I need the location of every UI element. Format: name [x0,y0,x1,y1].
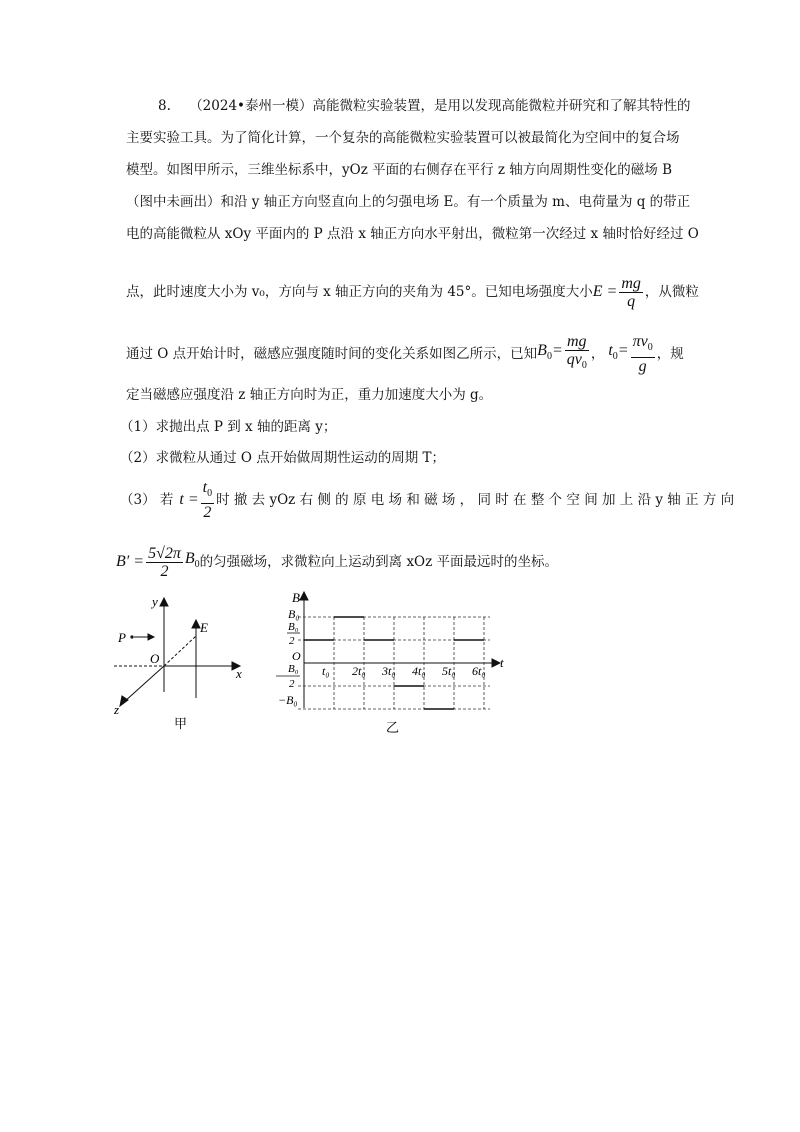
problem-source: （2024•泰州一模） [189,98,313,114]
figure-jia-caption: 甲 [174,716,188,731]
Bprime-formula-lhs: B′ = [116,553,145,570]
neg-half-B0-denominator-label: 2 [289,678,295,690]
question-2-text: （2）求微粒从通过 O 点开始做周期性运动的周期 T； [120,450,446,466]
t-numerator: $t_0$ [201,479,214,503]
t0-denominator: g [638,357,647,375]
problem-line-6 [126,272,706,312]
problem-text-6b: ，从微粒 [644,284,699,300]
problem-line-7 [126,332,706,376]
Bprime-formula-fraction [146,545,183,580]
t-axis-label: t [500,655,504,670]
problem-text-3: 模型。如图甲所示，三维坐标系中，yOz 平面的右侧存在平行 z 轴方向周期性变化的磁场 B [126,162,673,178]
tick-label: 4t₀ [412,664,426,678]
problem-text-7a: 通过 O 点开始计时，磁感应强度随时间的变化关系如图乙所示，已知 [126,346,538,362]
problem-text-4: （图中未画出）和沿 y 轴正方向竖直向上的匀强电场 E。有一个质量为 m、电荷量为 q 的带正 [126,194,691,210]
tick-label: 6t₀ [472,664,486,678]
E-formula-fraction [619,275,643,310]
question-3-end: 的匀强磁场，求微粒向上运动到离 xOz 平面最远时的坐标。 [199,554,559,570]
Bprime-formula-rhs: $B_0$ [184,549,200,571]
tick-label: 2t₀ [352,664,366,678]
origin-label-yi: O [292,649,301,663]
problem-text-8: 定当磁感应强度沿 z 轴正方向时为正，重力加速度大小为 g。 [126,387,493,403]
problem-text-1: 高能微粒实验装置，是用以发现高能微粒并研究和了解其特性的 [312,98,691,114]
t-denominator: 2 [203,503,212,521]
problem-line-2 [126,129,706,147]
tick-label: 3t₀ [382,664,396,678]
t-axis-arrow [492,659,500,667]
half-B0-denominator-label: 2 [289,635,295,647]
t-formula-fraction [201,479,214,520]
neg-B0-label: −B₀ [278,693,298,707]
P-point [130,635,133,638]
t0-formula-fraction [631,333,655,374]
question-1-text: （1）求抛出点 P 到 x 轴的距离 y； [120,419,337,435]
question-3-prefix: （3） 若 [120,492,174,508]
question-3-line-2 [116,540,696,584]
figure-jia [108,590,258,740]
z-axis-arrow [120,696,128,706]
question-2 [120,449,700,467]
trajectory-dashed [164,636,196,666]
B0-numerator: mg [567,333,587,351]
B0-formula-fraction [565,333,589,374]
B0-formula-lhs: $B_0=$ [537,341,563,363]
B-axis-arrow [300,592,308,600]
problem-text-7c: ，规 [656,346,684,362]
P-label: P [118,630,126,645]
problem-line-5 [126,225,706,243]
problem-text-7b: ， [590,346,605,362]
t0-numerator: $\pi v_0$ [631,333,655,357]
E-label: E [200,620,208,635]
t-formula-lhs: t = [179,491,199,508]
t0-formula-lhs: $t_0=$ [608,341,629,363]
question-1 [120,418,700,436]
figure-yi [270,588,520,738]
y-axis-label: y [152,594,158,609]
B-axis-label: B [292,590,300,605]
problem-text-5: 电的高能微粒从 xOy 平面内的 P 点沿 x 轴正方向水平射出，微粒第一次经过 x 轴时恰好经过 O [126,226,699,242]
y-axis-arrow [160,598,168,606]
B0-label: B₀ [288,607,300,621]
figure-yi-caption: 乙 [386,720,400,735]
x-axis-label: x [236,666,242,681]
problem-number: 8. [158,98,171,114]
half-B0-numerator-label: B₀ [288,621,299,633]
z-axis-label: z [114,702,120,717]
origin-label: O [150,651,160,666]
Bprime-numerator: 5√2π [148,544,181,562]
problem-line-1 [158,97,706,115]
problem-line-8 [126,386,706,404]
E-denominator: q [627,292,636,310]
tick-label: t₀ [322,664,330,678]
neg-half-B0-numerator-label: B₀ [288,663,299,675]
question-3-line-1 [120,479,735,521]
E-formula-lhs: E = [592,283,618,300]
E-field-arrow [192,620,200,628]
E-numerator: mg [621,274,641,292]
B0-denominator: $qv_0$ [566,351,587,372]
tick-label: 5t₀ [442,664,456,678]
z-axis [124,666,164,702]
question-3-mid: 时 撤 去 yOz 右 侧 的 原 电 场 和 磁 场 ， 同 时 在 整 个 空 间 加 上 沿 y 轴 正 方 向 [216,492,735,508]
problem-line-4 [126,193,706,211]
Bprime-denominator: 2 [160,562,169,580]
problem-line-3 [126,161,706,179]
problem-text-2: 主要实验工具。为了简化计算，一个复杂的高能微粒实验装置可以被最简化为空间中的复合场 [126,130,680,146]
problem-text-6a: 点，此时速度大小为 v₀，方向与 x 轴正方向的夹角为 45°。已知电场强度大小 [126,284,593,300]
P-velocity-arrow [148,634,154,640]
